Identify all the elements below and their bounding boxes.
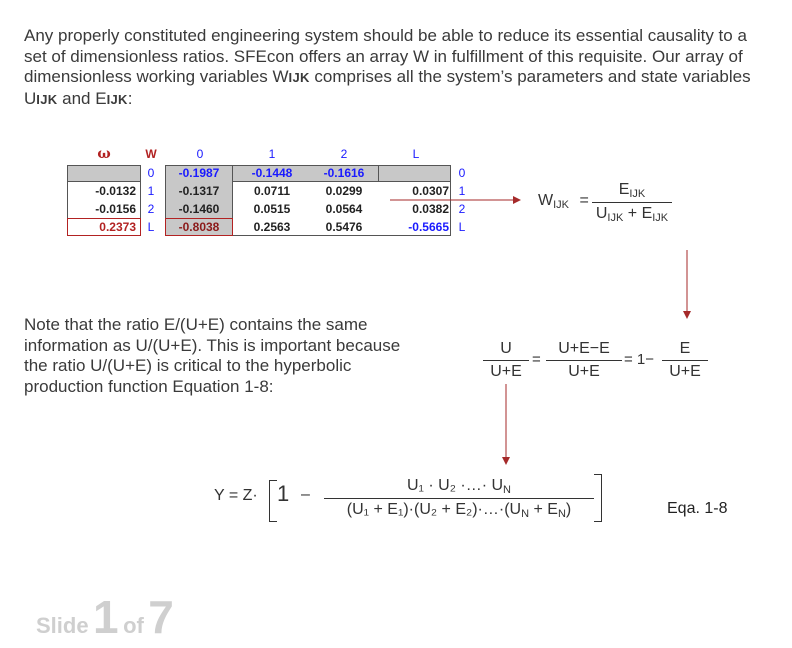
main-lhs: Y = Z· bbox=[214, 487, 258, 504]
w-den-e: E bbox=[641, 205, 653, 222]
main-one: 1 bbox=[277, 481, 290, 506]
cell: 0.5476 bbox=[325, 220, 363, 234]
cell: 0.0382 bbox=[412, 202, 449, 216]
cell: 0.0564 bbox=[325, 202, 363, 216]
omega-header: ω bbox=[97, 146, 111, 162]
slide-counter bbox=[36, 590, 174, 644]
row-index: L bbox=[147, 220, 155, 234]
ratio-eq-2: = 1− bbox=[624, 351, 655, 368]
slide-total: 7 bbox=[148, 591, 174, 643]
main-den-text: (U₁ + E₁)·(U₂ + E₂)·…·(U bbox=[346, 501, 522, 518]
w-num-e: E bbox=[618, 181, 630, 198]
slide-current: 1 bbox=[93, 591, 119, 643]
cell: -0.1460 bbox=[178, 202, 220, 216]
omega-cell: -0.0156 bbox=[95, 202, 136, 216]
cell: -0.8038 bbox=[178, 220, 220, 234]
row-index-right: 2 bbox=[458, 202, 466, 216]
col-header-0: 0 bbox=[196, 147, 204, 161]
col-header-L: L bbox=[412, 147, 420, 161]
slide-of: of bbox=[123, 613, 144, 638]
cell: -0.1317 bbox=[178, 184, 220, 198]
cell: 0.2563 bbox=[253, 220, 291, 234]
e-subscript: IJK bbox=[106, 91, 128, 107]
ratio-f2-den: U+E bbox=[568, 363, 600, 380]
intro-text-4: : bbox=[127, 88, 133, 108]
ratio-f3-num: E bbox=[679, 340, 691, 357]
cell: 0.0307 bbox=[412, 184, 449, 198]
w-header: W bbox=[145, 147, 157, 161]
w-lhs-sub: IJK bbox=[553, 199, 570, 211]
row-index-right: 1 bbox=[458, 184, 466, 198]
main-den-close: ) bbox=[565, 501, 572, 518]
intro-text-1: Any properly constituted engineering system should be able to reduce its essential causality to a set of dimensionless ratios. SFEcon offers an array W in fulfillment of this requisite. Our array of dimensionless working variables W bbox=[24, 26, 747, 86]
w-num-sub: IJK bbox=[629, 188, 646, 200]
omega-cell: -0.0132 bbox=[95, 184, 136, 198]
u-subscript: IJK bbox=[36, 91, 58, 107]
ratio-eq-1: = bbox=[532, 351, 541, 368]
cell: -0.1448 bbox=[251, 166, 293, 180]
cell: 0.0299 bbox=[325, 184, 363, 198]
slide-word: Slide bbox=[36, 613, 89, 638]
cell: 0.0711 bbox=[253, 184, 291, 198]
w-den-plus: + bbox=[627, 205, 638, 222]
cell: -0.1987 bbox=[178, 166, 220, 180]
main-den-sub2: N bbox=[557, 508, 566, 520]
cell: -0.1616 bbox=[323, 166, 365, 180]
intro-text-3: and E bbox=[57, 88, 107, 108]
row-index-right: L bbox=[458, 220, 466, 234]
ratio-f1-den: U+E bbox=[490, 363, 522, 380]
w-den-u: U bbox=[595, 205, 608, 222]
cell: -0.5665 bbox=[408, 220, 449, 234]
omega-cell: 0.2373 bbox=[99, 220, 136, 234]
row-index: 1 bbox=[147, 184, 155, 198]
row-index: 2 bbox=[147, 202, 155, 216]
col-header-2: 2 bbox=[340, 147, 348, 161]
w-subscript: IJK bbox=[288, 70, 310, 85]
ratio-f1-num: U bbox=[500, 340, 512, 357]
ratio-f2-num: U+E−E bbox=[558, 340, 610, 357]
main-num-sub: N bbox=[503, 484, 511, 496]
main-den-plus: + E bbox=[529, 501, 558, 518]
main-minus: – bbox=[301, 486, 310, 503]
main-den-sub1: N bbox=[521, 508, 530, 520]
equation-label: Eqa. 1-8 bbox=[667, 500, 728, 517]
row-index-right: 0 bbox=[458, 166, 466, 180]
cell: 0.0515 bbox=[253, 202, 291, 216]
main-num-text: U₁ · U₂ ·…· U bbox=[407, 477, 504, 494]
w-den-u-sub: IJK bbox=[607, 212, 624, 224]
row-index: 0 bbox=[147, 166, 155, 180]
w-den-e-sub: IJK bbox=[652, 212, 669, 224]
intro-text-2: comprises all the system’s parameters and state variables U bbox=[24, 67, 751, 108]
note-paragraph: Note that the ratio E/(U+E) contains the same information as U/(U+E). This is important because the ratio U/(U+E) is critical to the hyperbolic production function Equation 1-8: bbox=[24, 315, 401, 396]
ratio-f3-den: U+E bbox=[669, 363, 701, 380]
col-header-1: 1 bbox=[268, 147, 276, 161]
w-eq-sign: = bbox=[579, 192, 589, 209]
w-lhs-symbol: W bbox=[538, 192, 554, 209]
